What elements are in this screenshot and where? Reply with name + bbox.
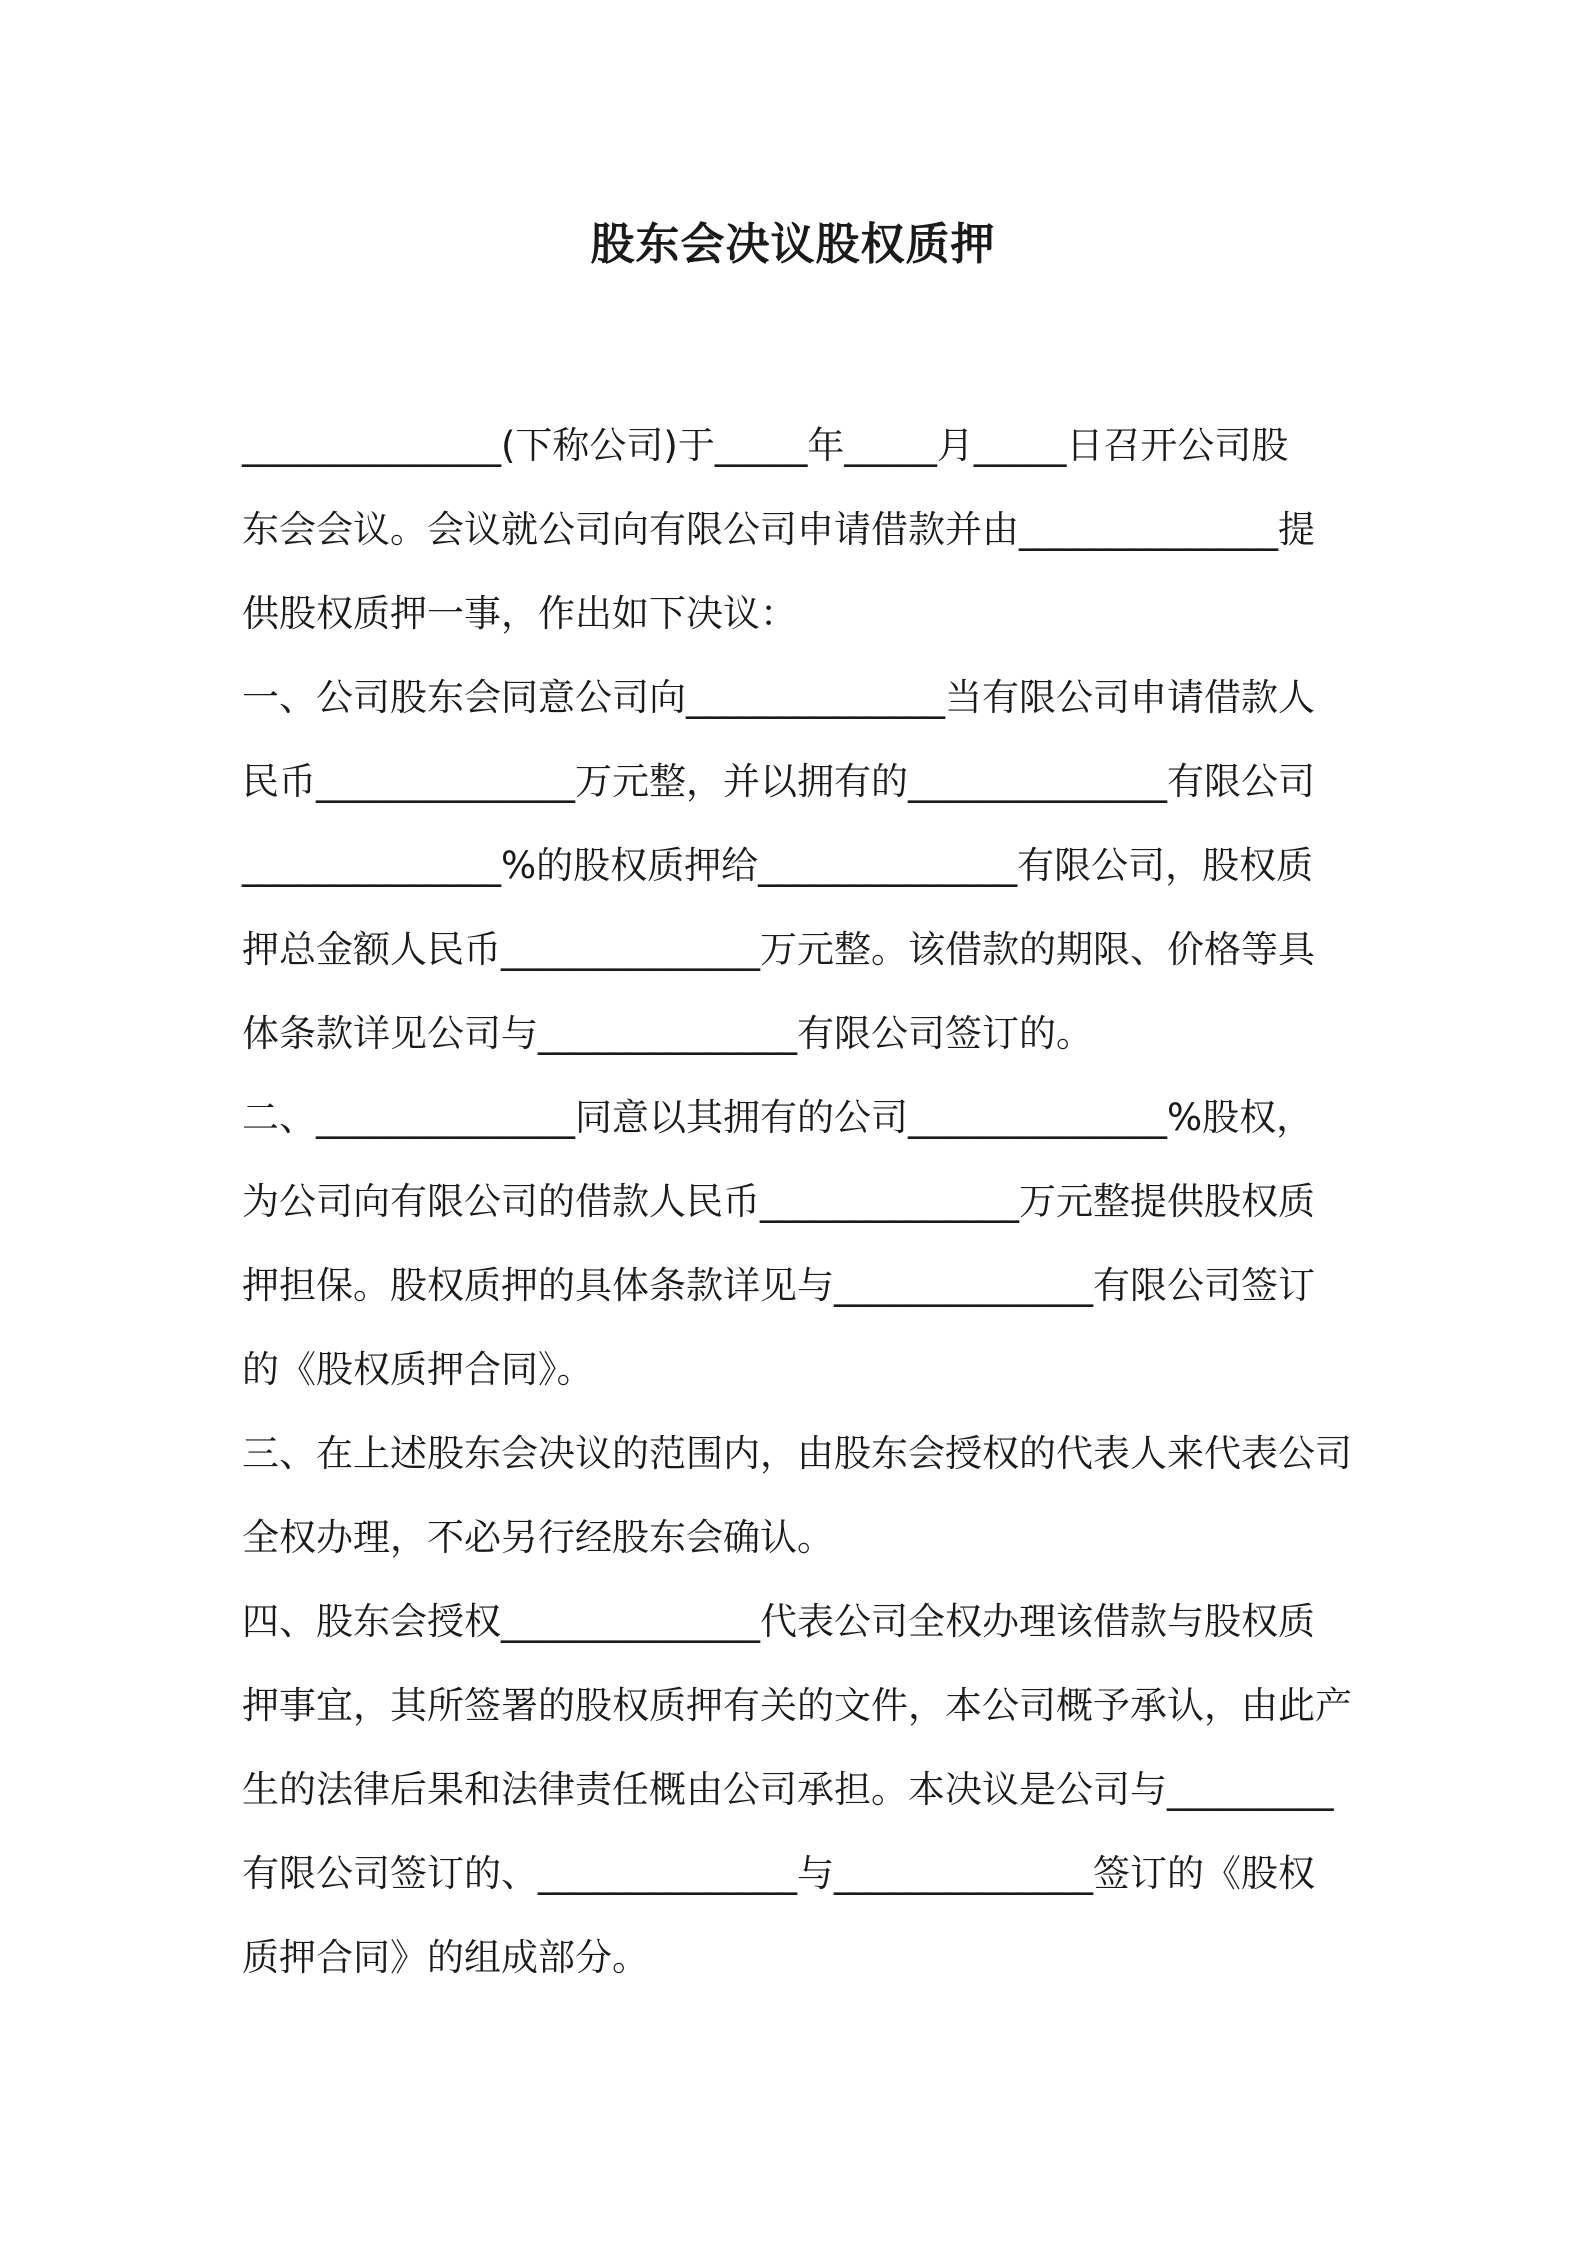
body-line-19: 质押合同》的组成部分。 xyxy=(242,1936,649,1979)
body-line-17: 生的法律后果和法律责任概由公司承担。本决议是公司与_________ xyxy=(242,1768,1334,1811)
document-title: 股东会决议股权质押 xyxy=(590,219,996,270)
body-line-5: 民币______________万元整，并以拥有的______________有限公司 xyxy=(242,760,1315,803)
body-line-16: 押事宜，其所签署的股权质押有关的文件，本公司概予承认，由此产 xyxy=(242,1684,1352,1727)
body-line-7: 押总金额人民币______________万元整。该借款的期限、价格等具 xyxy=(242,928,1315,971)
body-line-3: 供股权质押一事，作出如下决议： xyxy=(242,592,797,635)
body-line-14: 全权办理，不必另行经股东会确认。 xyxy=(242,1516,834,1559)
body-line-1: ______________(下称公司)于_____年_____月_____日召开公司股 xyxy=(242,424,1289,467)
document-body xyxy=(242,404,1358,2000)
body-line-9: 二、______________同意以其拥有的公司______________%股权， xyxy=(242,1096,1314,1139)
body-line-11: 押担保。股权质押的具体条款详见与______________有限公司签订 xyxy=(242,1264,1315,1307)
body-line-8: 体条款详见公司与______________有限公司签订的。 xyxy=(242,1012,1093,1055)
body-line-12: 的《股权质押合同》。 xyxy=(242,1348,594,1391)
body-line-6: ______________%的股权质押给______________有限公司，股权质 xyxy=(242,844,1314,887)
body-line-2: 东会会议。会议就公司向有限公司申请借款并由______________提 xyxy=(242,508,1315,551)
body-line-18: 有限公司签订的、______________与______________签订的《股权 xyxy=(242,1852,1315,1895)
body-line-10: 为公司向有限公司的借款人民币______________万元整提供股权质 xyxy=(242,1180,1315,1223)
body-line-15: 四、股东会授权______________代表公司全权办理该借款与股权质 xyxy=(242,1600,1315,1643)
body-line-13: 三、在上述股东会决议的范围内，由股东会授权的代表人来代表公司 xyxy=(242,1432,1352,1475)
body-line-4: 一、公司股东会同意公司向______________当有限公司申请借款人 xyxy=(242,676,1315,719)
